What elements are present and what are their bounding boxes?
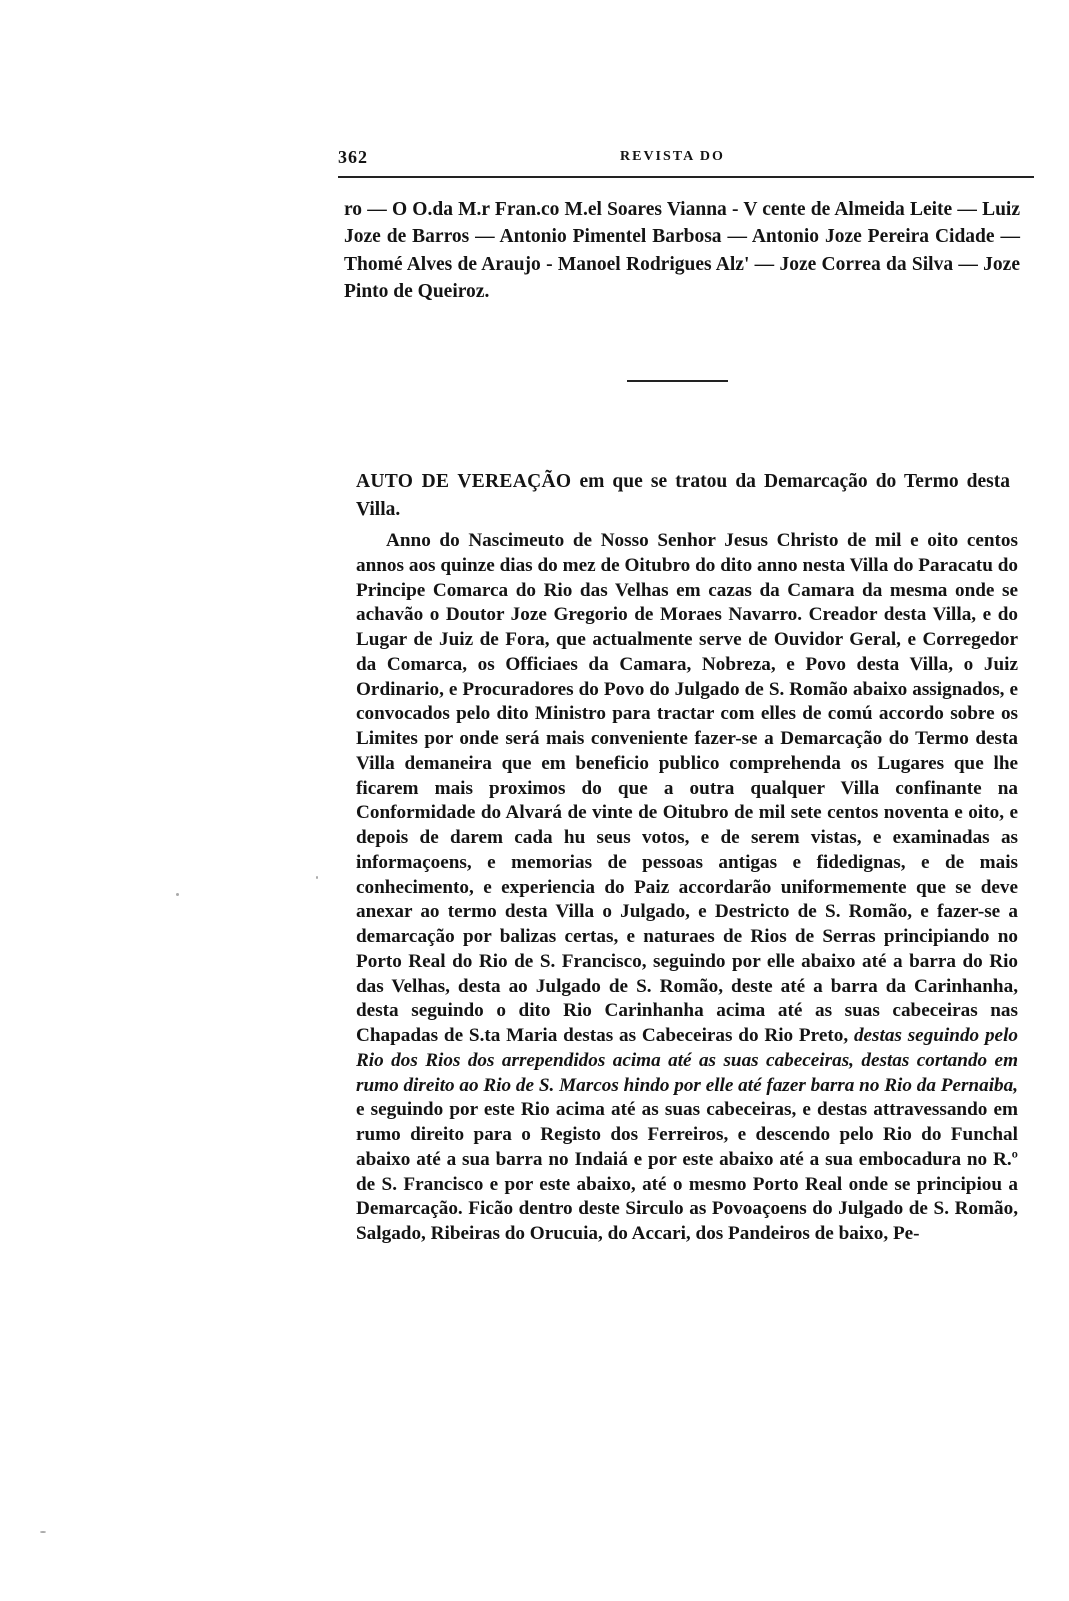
section-title	[356, 468, 1010, 524]
signatures-paragraph: ro — O O.da M.r Fran.co M.el Soares Vianna - V cente de Almeida Leite — Luiz Joze de Barros — Antonio Pimentel Barbosa — Antonio Joze Pereira Cidade — Thomé Alves de Araujo - Manoel Rodrigues Alz' — Joze Correa da Silva — Joze Pinto de Queiroz.	[344, 199, 1020, 303]
scan-speck	[316, 876, 318, 879]
section-title-caps: AUTO DE VEREAÇÃO	[356, 471, 572, 492]
running-title: REVISTA DO	[620, 149, 725, 164]
body-paragraph	[356, 529, 1018, 1247]
body-text-part-3: e seguindo por este Rio acima até as suas cabeceiras, e destas attravessando em rumo direito para o Registo dos Ferreiros, e descendo pelo Rio do Funchal abaixo até a sua barra no Indaiá e por este abaixo até a sua embocadura no R.º de S. Francisco e por este abaixo, até o mesmo Porto Real onde se principiou a Demarcação. Ficão dentro deste Sirculo as Povoaçoens do Julgado de S. Romão, Salgado, Ribeiras do Orucuia, do Accari, dos Pandeiros de baixo, Pe-	[356, 1099, 1018, 1244]
body-text-italic: destas seguindo pelo Rio dos Rios dos arrependidos acima até as suas cabeceiras, destas cortando em rumo direito ao Rio de S. Marcos hindo por elle até fazer barra no Rio da Pernaiba,	[356, 1025, 1019, 1096]
section-separator	[627, 380, 728, 382]
body-text-part-1: Anno do Nascimeuto de Nosso Senhor Jesus Christo de mil e oito centos annos aos quinze dias do mez de Oitubro do dito anno nesta Villa do Paracatu do Principe Comarca do Rio das Velhas em cazas da Camara da mesma onde se achavão o Doutor Joze Gregorio de Moraes Navarro. Creador desta Villa, e do Lugar de Juiz de Fora, que actualmente serve de Ouvidor Geral, e Corregedor da Comarca, os Officiaes da Camara, Nobreza, e Povo desta Villa, o Juiz Ordinario, e Procuradores do Povo do Julgado de S. Romão abaixo assignados, e convocados pelo dito Ministro para tractar com elles de comú accordo sobre os Limites por onde será mais conveniente fazer-se a Demarcação do Termo desta Villa demaneira que em beneficio publico comprehenda os Lugares que lhe ficarem mais proximos do que a outra qualquer Villa confinante na Conformidade do Alvará de vinte de Oitubro de mil sete centos noventa e oito, e depois de darem cada hu seus votos, e de serem vistas, e examinadas as informaçoens, e memorias de pessoas antigas e fidedignas, e de mais conhecimento, e experiencia do Paiz accordarão uniformemente que se deve anexar ao termo desta Villa o Julgado, e Destricto de S. Romão, e fazer-se a demarcação por balizas certas, e naturaes de Rios de Serras principiando no Porto Real do Rio de S. Francisco, seguindo por elle abaixo até a barra do Rio das Velhas, desta ao Julgado de S. Romão, deste até a barra da Carinhanha, desta seguindo o dito Rio Carinhanha acima até as suas cabeceiras nas Chapadas de S.ta Maria destas as Cabeceiras do Rio Preto,	[356, 530, 1018, 1046]
scan-speck	[40, 1531, 46, 1533]
scan-speck	[176, 893, 179, 896]
header-rule	[338, 176, 1034, 178]
page-header	[338, 147, 1038, 171]
section-title-rest: em que se tratou da Demarcação do Termo desta Villa.	[356, 471, 1011, 520]
page-number: 362	[338, 147, 368, 167]
